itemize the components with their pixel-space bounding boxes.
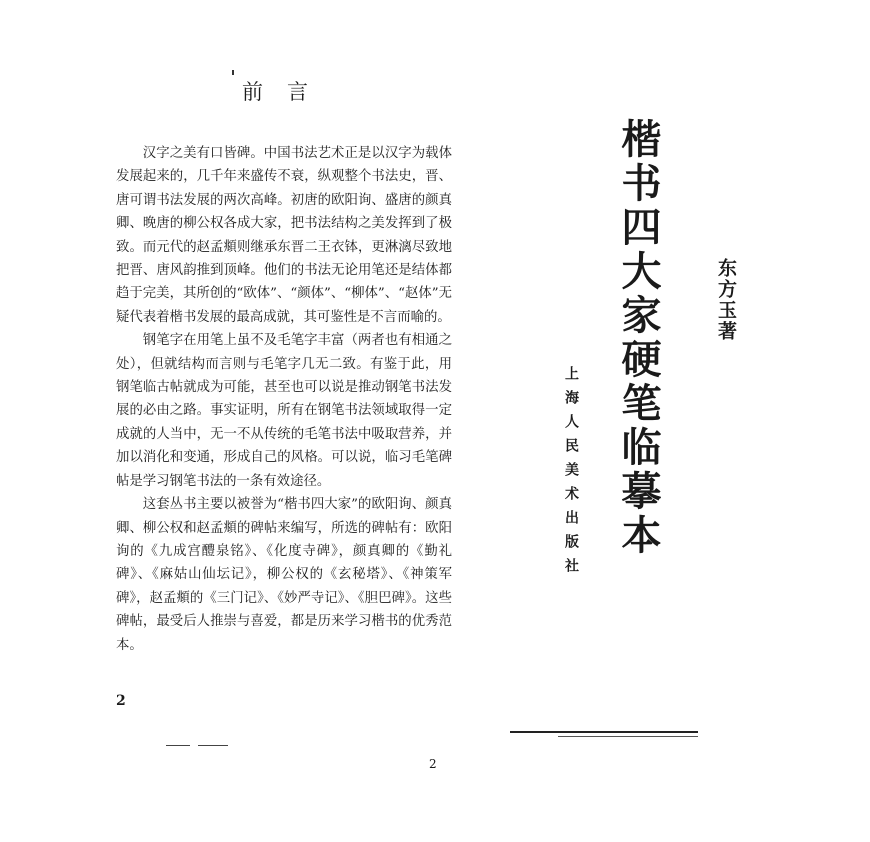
bottom-dash: [198, 745, 228, 746]
book-title: 楷书四大家硬笔临摹本: [615, 118, 662, 558]
preface-title: 前言: [242, 80, 332, 104]
bottom-rule: [510, 731, 698, 733]
bottom-rule-shadow: [558, 736, 698, 737]
author-name: 东方玉著: [715, 258, 737, 342]
preface-paragraph-1: 汉字之美有口皆碑。中国书法艺术正是以汉字为载体发展起来的，几千年来盛传不衰，纵观整个书法史，晋、唐可谓书法发展的两次高峰。初唐的欧阳询、盛唐的颜真卿、晚唐的柳公权各成大家，把书法结构之美发挥到了极致。而元代的赵孟頫则继承东晋二王衣钵，更淋漓尽致地把晋、唐风韵推到顶峰。他们的书法无论用笔还是结体都趋于完美，其所创的“欧体”、“颜体”、“柳体”、“赵体”无疑代表着楷书发展的最高成就，其可鉴性是不言而喻的。: [116, 146, 452, 325]
preface-paragraph-2: 钢笔字在用笔上虽不及毛笔字丰富（两者也有相通之处），但就结构而言则与毛笔字几无二致。有鉴于此，用钢笔临古帖就成为可能，甚至也可以说是推动钢笔书法发展的必由之路。事实证明，所有在钢笔书法领域取得一定成就的人当中，无一不从传统的毛笔书法中吸取营养，并加以消化和变通，形成自己的风格。可以说，临习毛笔碑帖是学习钢笔书法的一条有效途径。: [116, 333, 452, 489]
bottom-dash: [166, 745, 190, 746]
left-page-number: 2: [116, 693, 126, 709]
preface-body: [116, 142, 452, 657]
publisher-name: 上海人民美术出版社: [563, 366, 579, 582]
right-page: [480, 0, 870, 842]
preface-paragraph-3: 这套丛书主要以被誉为“楷书四大家”的欧阳询、颜真卿、柳公权和赵孟頫的碑帖来编写，所选的碑帖有：欧阳询的《九成宫醴泉铭》、《化度寺碑》，颜真卿的《勤礼碑》、《麻姑山仙坛记》，柳公权的《玄秘塔》、《神策军碑》，赵孟頫的《三门记》、《妙严寺记》、《胆巴碑》。这些碑帖，最受后人推崇与喜爱，都是历来学习楷书的优秀范本。: [116, 497, 452, 653]
bottom-page-number: 2: [429, 757, 437, 771]
tick-mark: [232, 70, 234, 75]
